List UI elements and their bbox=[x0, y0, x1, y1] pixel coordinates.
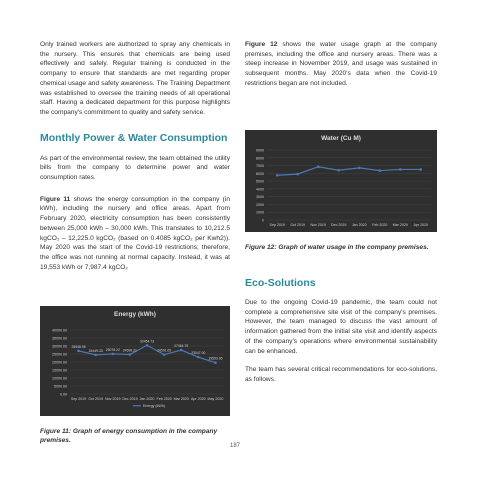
data-label: 27464.75 bbox=[174, 344, 189, 349]
energy-chart bbox=[40, 306, 230, 416]
y-tick-label: 35000.00 bbox=[52, 336, 67, 341]
paragraph-eco-1: Due to the ongoing Covid-19 pandemic, the team could not complete a comprehensive site visit of the company's premises. However, the team managed to discuss the vast amount of information gathered from the initial site visit and identify aspects of the company's operations where environmental sustainability can be enhanced. bbox=[245, 299, 437, 355]
data-point bbox=[399, 168, 402, 171]
water-chart-svg bbox=[245, 130, 437, 232]
x-tick-label: Feb 2020 bbox=[372, 223, 388, 227]
data-point bbox=[163, 353, 166, 356]
x-tick-label: May 2020 bbox=[207, 397, 224, 401]
y-tick-label: 30000.00 bbox=[52, 344, 67, 349]
figure-ref-11: Figure 11 bbox=[40, 195, 71, 203]
x-tick-label: Oct 2019 bbox=[290, 223, 306, 227]
data-label: 24449.33 bbox=[88, 348, 103, 353]
y-tick-label: 9000 bbox=[256, 148, 264, 153]
y-tick-label: 25000.00 bbox=[52, 352, 67, 357]
x-tick-label: Apr 2020 bbox=[413, 223, 429, 227]
x-tick-label: Jan 2020 bbox=[139, 397, 155, 401]
y-tick-label: 5000 bbox=[256, 179, 264, 184]
data-label: 24591.05 bbox=[157, 348, 172, 353]
data-label: 26948.96 bbox=[71, 344, 86, 349]
data-label: 30454.73 bbox=[139, 339, 155, 344]
data-point bbox=[296, 173, 299, 176]
figure-ref-12: Figure 12 bbox=[245, 41, 278, 48]
section-heading-power-water: Monthly Power & Water Consumption bbox=[40, 131, 228, 144]
data-point bbox=[419, 168, 422, 171]
x-tick-label: Feb 2020 bbox=[156, 397, 172, 401]
water-chart-title: Water (Cu M) bbox=[321, 135, 361, 142]
energy-chart-title: Energy (kWh) bbox=[114, 311, 156, 318]
x-tick-label: Nov 2019 bbox=[310, 223, 326, 227]
figure-11-caption: Figure 11: Graph of energy consumption in the company premises. bbox=[40, 428, 218, 444]
figure-12-caption: Figure 12: Graph of water usage in the company premises. bbox=[245, 244, 429, 251]
right-column bbox=[245, 40, 437, 89]
left-column bbox=[40, 40, 230, 272]
data-point bbox=[197, 356, 200, 359]
paragraph-training: Only trained workers are authorized to spray any chemicals in the nursery. This ensures that chemicals are being used effectively and safely. Regular training is conducted in the company to ensure that standards are met regarding proper chemical usage and safety awareness. The Training Department was established to oversee the training needs of all operational staff. Having a dedicated department for this purpose highlights the company's commitment to quality and safety service. bbox=[40, 41, 230, 116]
x-tick-label: Dec 2019 bbox=[331, 223, 347, 227]
data-label: 25078.22 bbox=[105, 347, 120, 352]
data-point bbox=[129, 353, 132, 356]
paragraph-water-text: shows the water usage graph at the company premises, including the office and nursery areas. There was a steep increase in November 2019, and usage was sustained in subsequent months. May 2020's data when the Covid-19 restrictions began are not included. bbox=[245, 41, 437, 87]
data-point bbox=[180, 349, 183, 352]
data-label: 23047.00 bbox=[191, 351, 206, 356]
y-tick-label: 15000.00 bbox=[52, 368, 67, 373]
x-tick-label: Sep 2019 bbox=[70, 397, 87, 401]
data-point bbox=[214, 361, 217, 364]
y-tick-label: 6000 bbox=[256, 171, 264, 176]
x-tick-label: Nov 2019 bbox=[105, 397, 121, 401]
x-tick-label: Apr 2020 bbox=[191, 397, 206, 401]
page-number: 187 bbox=[230, 443, 241, 449]
paragraph-water bbox=[245, 40, 437, 89]
paragraph-energy-text: shows the energy consumption in the company (in kWh), including the nursery and office areas. Apart from February 2020, electricity consumption has been consistently between 25,000 kWh – 30,000 kWh. This translates to 10,212.5 kgCO₂ – 12,225.0 kgCO₂ (based on 0.4085 kgCO₂ per Kwh2)). May 2020 was the start of the Covid-19 restrictions; therefore, the office was not running at normal capacity. Instead, it was at 19,553 kWh or 7,987.4 kgCO₂ bbox=[40, 195, 230, 271]
data-point bbox=[276, 174, 279, 177]
y-tick-label: 5000.00 bbox=[54, 384, 67, 389]
y-tick-label: 4000 bbox=[256, 187, 264, 192]
y-tick-label: 7000 bbox=[256, 164, 264, 169]
section-heading-eco-solutions: Eco-Solutions bbox=[245, 277, 316, 289]
y-tick-label: 3000 bbox=[256, 195, 264, 200]
y-tick-label: 10000.00 bbox=[52, 376, 67, 381]
y-tick-label: 20000.00 bbox=[52, 360, 67, 365]
paragraph-environmental-review: As part of the environmental review, the team obtained the utility bills from the company to determine power and water consumption rates. bbox=[40, 154, 230, 182]
paragraph-eco-2: The team has several critical recommendations for eco-solutions, as follows. bbox=[245, 366, 437, 383]
y-tick-label: 8000 bbox=[256, 156, 264, 161]
data-point bbox=[317, 165, 320, 168]
y-tick-label: 40000.00 bbox=[52, 328, 67, 333]
data-label: 24699.21 bbox=[122, 348, 137, 353]
data-point bbox=[337, 169, 340, 172]
y-tick-label: 0.00 bbox=[60, 392, 67, 397]
water-chart bbox=[245, 130, 437, 232]
x-tick-label: Mar 2020 bbox=[173, 397, 189, 401]
y-tick-label: 2000 bbox=[256, 202, 264, 207]
data-point bbox=[146, 344, 149, 347]
data-point bbox=[111, 353, 114, 356]
data-point bbox=[94, 354, 97, 357]
x-tick-label: Oct 2019 bbox=[88, 397, 103, 401]
data-point bbox=[358, 167, 361, 170]
y-tick-label: 0 bbox=[262, 218, 264, 223]
x-tick-label: Dec 2019 bbox=[122, 397, 138, 401]
data-label: 19553.06 bbox=[208, 356, 223, 361]
paragraph-energy bbox=[40, 195, 230, 273]
y-tick-label: 1000 bbox=[256, 210, 264, 215]
energy-chart-svg bbox=[40, 306, 230, 416]
eco-text-block bbox=[245, 298, 437, 385]
legend-label: Energy (kWh) bbox=[143, 404, 165, 408]
data-point bbox=[77, 350, 80, 353]
x-tick-label: Jan 2020 bbox=[351, 223, 367, 227]
x-tick-label: Mar 2020 bbox=[392, 223, 408, 227]
data-point bbox=[378, 169, 381, 172]
x-tick-label: Sep 2019 bbox=[269, 223, 285, 227]
